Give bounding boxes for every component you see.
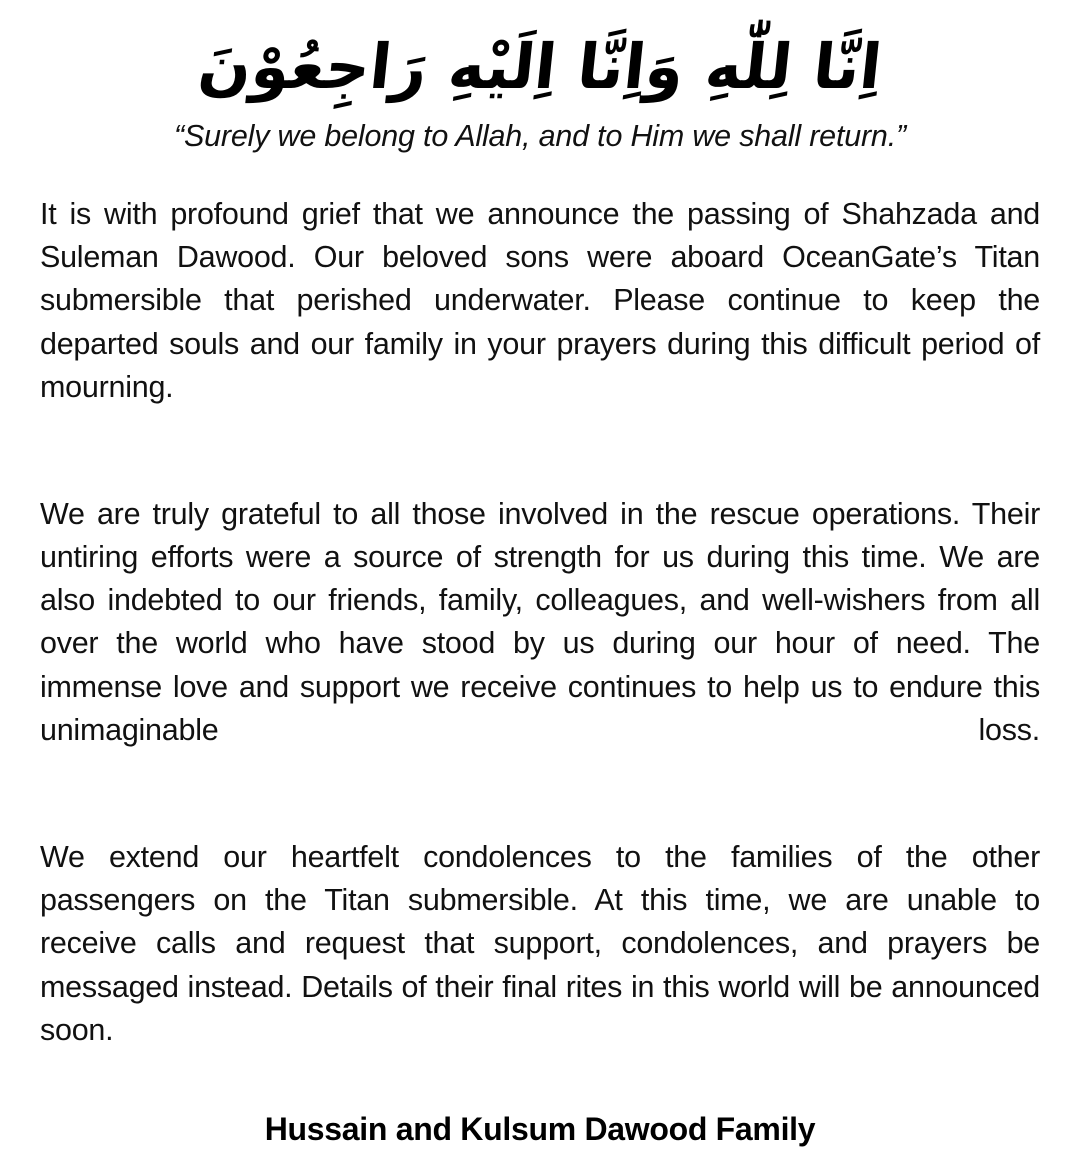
translation-quote: “Surely we belong to Allah, and to Him we shall return.” [174,119,906,154]
statement-paragraph: We are truly grateful to all those involved in the rescue operations. Their untiring efforts were a source of strength for us during this time. We are also indebted to our friends, family, colleagues, and well-wishers from all over the world who have stood by us during our hour of need. The immense love and support we receive continues to help us to endure this unimaginable loss. [40,496,1040,748]
statement-body [40,193,1040,1096]
arabic-calligraphy-block [40,30,1040,103]
statement-paragraph: It is with profound grief that we announce the passing of Shahzada and Suleman Dawood. Our beloved sons were aboard OceanGate’s Titan submersible that perished underwater. Please continue to keep the departed souls and our family in your prayers during this difficult period of mourning. [40,196,1040,404]
statement-paragraph: We extend our heartfelt condolences to the families of the other passengers on the Titan submersible. At this time, we are unable to receive calls and request that support, condolences, and prayers be messaged instead. Details of their final rites in this world will be announced soon. [40,839,1040,1047]
signature-line: Hussain and Kulsum Dawood Family [264,1111,816,1148]
arabic-calligraphy-text: اِنَّا لِلّٰهِ وَاِنَّا اِلَيْهِ رَاجِعُوْنَ [194,30,886,103]
